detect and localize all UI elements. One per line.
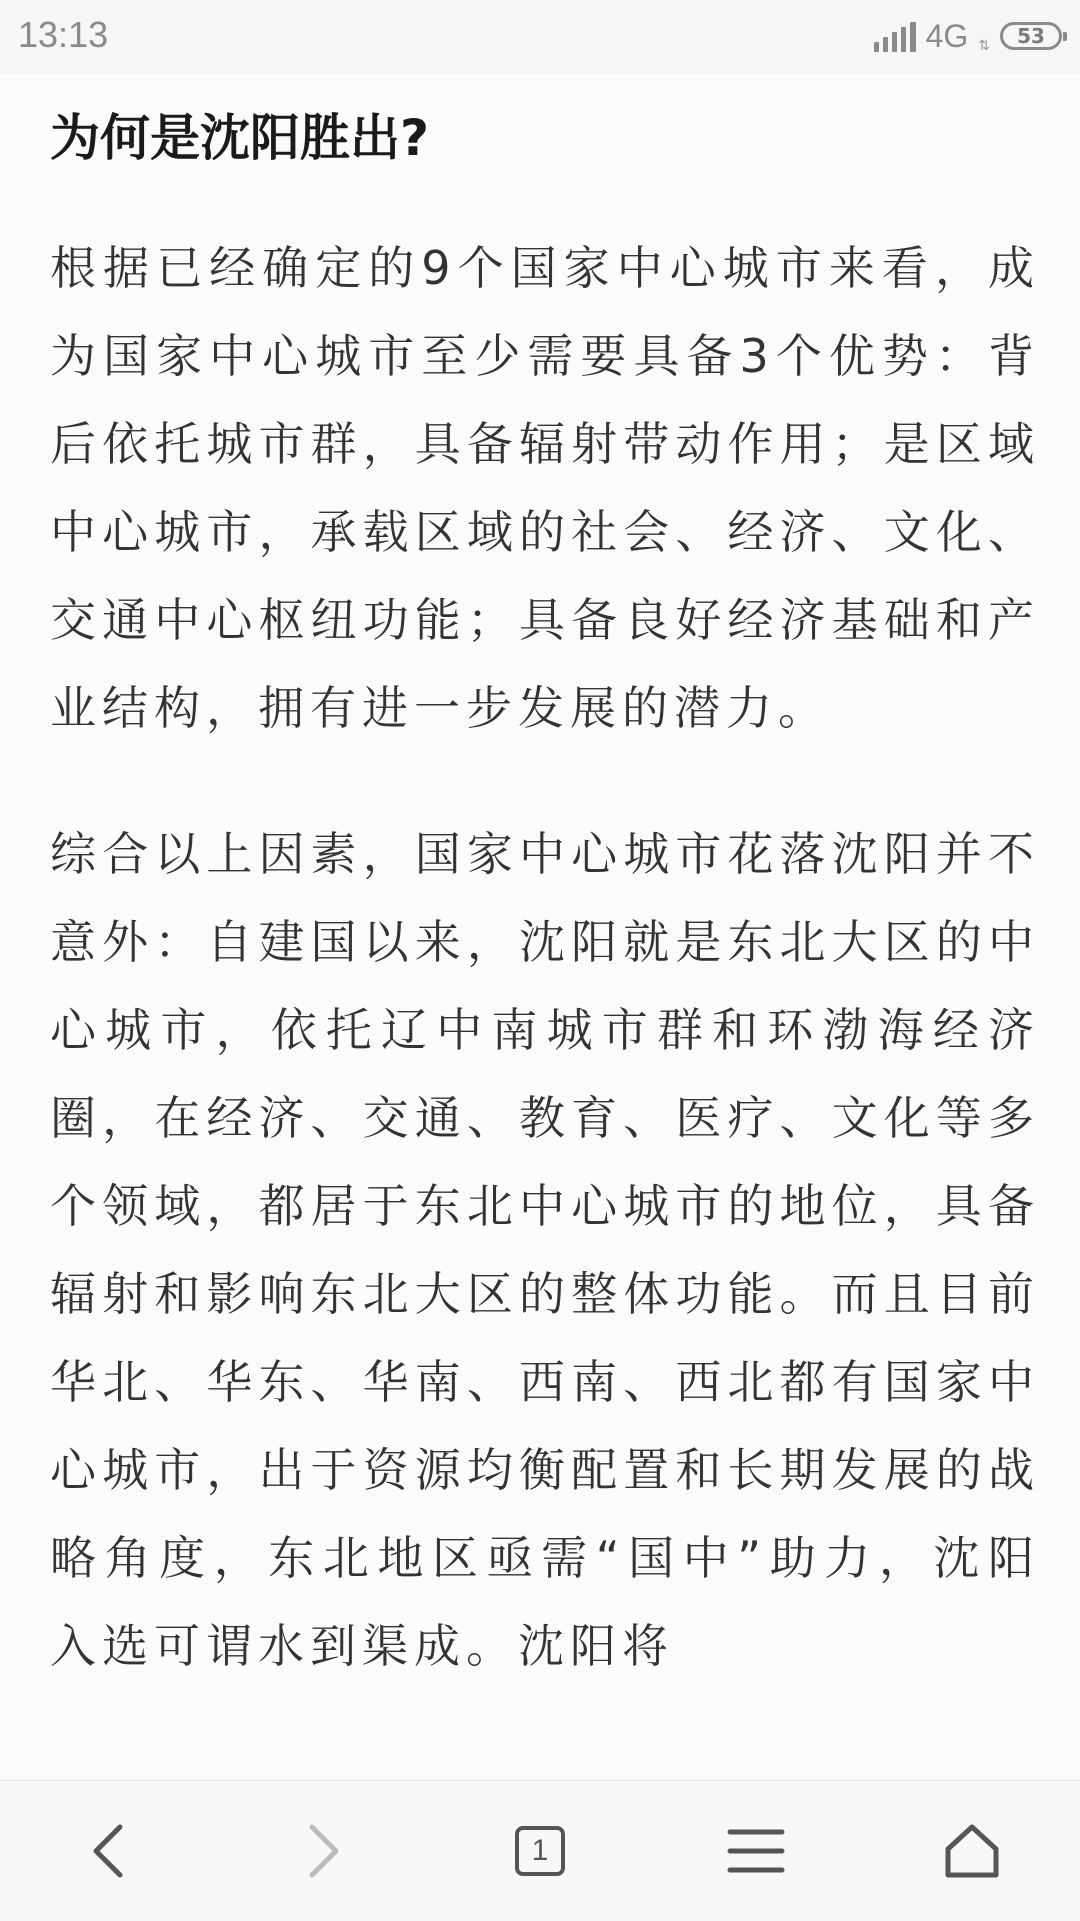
article-paragraph: 根据已经确定的9个国家中心城市来看，成为国家中心城市至少需要具备3个优势：背后依托城市群，具备辐射带动作用；是区域中心城市，承载区域的社会、经济、文化、交通中心枢纽功能；具备良好经济基础和产业结构，拥有进一步发展的潜力。: [50, 241, 1040, 735]
back-icon: [88, 1821, 128, 1881]
network-type: 4G: [925, 17, 969, 54]
home-button[interactable]: [912, 1796, 1032, 1906]
article-paragraph: 综合以上因素，国家中心城市花落沈阳并不意外：自建国以来，沈阳就是东北大区的中心城市，依托辽中南城市群和环渤海经济圈，在经济、交通、教育、医疗、文化等多个领域，都居于东北中心城市的地位，具备辐射和影响东北大区的整体功能。而且目前华北、华东、华南、西南、西北都有国家中心城市，出于资源均衡配置和长期发展的战略角度，东北地区亟需“国中”助力，沈阳入选可谓水到渠成。沈阳将: [50, 827, 1040, 1673]
article-content[interactable]: [50, 74, 1040, 1779]
status-bar: [0, 0, 1080, 74]
status-time: 13:13: [18, 14, 109, 55]
back-button[interactable]: [48, 1796, 168, 1906]
menu-icon: [726, 1826, 786, 1876]
forward-button[interactable]: [264, 1796, 384, 1906]
forward-icon: [304, 1821, 344, 1881]
tabs-icon: [515, 1826, 565, 1876]
article-heading: 为何是沈阳胜出?: [50, 109, 430, 167]
battery-level: 53: [1017, 24, 1045, 48]
menu-button[interactable]: [696, 1796, 816, 1906]
home-icon: [942, 1821, 1002, 1881]
battery-icon: [1000, 22, 1062, 50]
status-indicators: [874, 14, 1062, 58]
data-activity-icon: ⇅: [978, 38, 990, 54]
signal-icon: [874, 20, 916, 52]
tab-count: 1: [531, 1834, 549, 1867]
tabs-button[interactable]: [480, 1796, 600, 1906]
bottom-toolbar: [0, 1780, 1080, 1921]
